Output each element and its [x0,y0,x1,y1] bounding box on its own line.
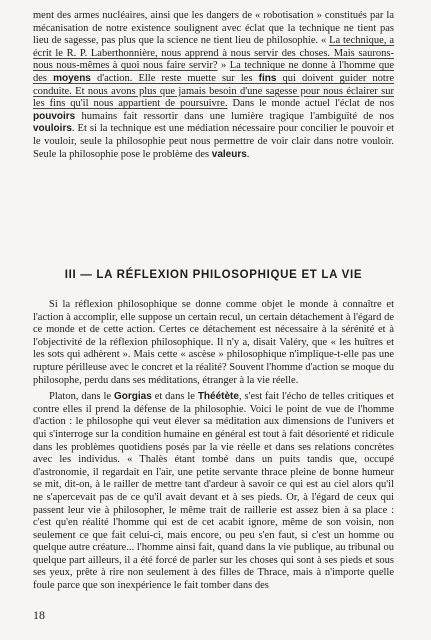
text-run: d'action. Elle reste muette sur les [90,72,259,84]
emphasis-valeurs: valeurs [211,148,247,160]
page-number: 18 [33,608,45,622]
emphasis-pouvoirs: pouvoirs [33,110,76,122]
text-run: humains fait ressortir dans une lumière tragique l'ambiguïté de nos [75,110,394,122]
emphasis-vouloirs: vouloirs [33,123,72,135]
text-run: Dans le monde actuel l'éclat de nos [227,98,395,110]
text-run: La technique ne donne à l'homme que des [33,60,395,84]
text-run: . Et si la technique est une médiation nécessaire pour concilier le pouvoir et le vouloir, seule la philosophie peut nous permettre de voir clair dans notre vouloir. Seule la philosophie pose le problème des [33,123,394,160]
paragraph-reflexion: Si la réflexion philosophique se donne comme objet le monde à connaître et l'action à accomplir, elle suppose un certain recul, un certain détachement à l'égard de ce monde et de cette action. Certes ce détachement est nécessaire à la sérénité et à l'objectivité de la réflexion philosophique. Il n'y a, disait Valéry, que « les huîtres et les sots qui adhèrent ». Mais cette « ascèse » philosophique n'implique-t-elle pas une rupture périlleuse avec le concret et la réalité? Souvent l'homme d'action se moque du philosophe, perdu dans ses méditations, étranger à la vie réelle. [33,299,394,386]
text-run: ment des armes nucléaires, ainsi que les dangers de « robotisation » constitués par la mécanisation de notre existence soulignent avec éclat que la technique ne tient pas lieu de sagesse, pas plus que la science ne tient lieu de philosophie. « [33,10,394,47]
emphasis-moyens: moyens [53,72,91,84]
text-run: qui doivent guider notre conduite. Et nous avons plus que jamais besoin d'une sagesse pour nous éclairer sur les fins qu'il nous appartient de poursuivre. [33,72,394,110]
text-run: , s'est fait l'écho de telles critiques et contre elles il prend la défense de la philosophie. Voici le point de vue de l'homme d'action : le philosophe qui veut élever sa méditation aux dimensions de l'univers et qui s'interroge sur la condition humaine en général est tout à fait désorienté et ridicule dans les problèmes quotidiens posés par la vie réelle et dans ses relations concrètes avec les individus. « Thalès étant tombé dans un puits tandis que, occupé d'astronomie, il regardait en l'air, une petite servante thrace pleine de bonne humeur se mit, dit-on, à le railler de mettre tant d'ardeur à savoir ce qui est au ciel alors qu'il ne s'apercevait pas de ce qu'il avait devant et à ses pieds. Or, à l'égard de ceux qui passent leur vie à philosopher, le même trait de raillerie est assez bien à sa place : c'est qu'en réalité l'homme qui est de cet acabit ignore, même de son voisin, non seulement ce que fait celui-ci, mais encore, ou peu s'en faut, si c'est un homme ou quelque autre créature... l'homme ainsi fait, quand dans la vie publique, au tribunal ou quelque part ailleurs, il a été forcé de parler sur les choses qui sont à ses pieds et sous ses yeux, prête à rire non seulement à des filles de Thrace, mais à n'importe quelle foule parce que son inexpérience le fait tomber dans des [33,391,394,592]
paragraph-technique [33,10,394,161]
paragraph-platon [33,391,394,593]
underlined-quote: La technique, a écrit le R. P. Laberthonnière, nous apprend à nous servir des choses. Mais saurons-nous nous-mêmes à quoi nous faire servir? [33,35,394,72]
emphasis-fins: fins [258,72,277,84]
text-run: et dans le [151,391,198,403]
text-run: . [246,148,250,160]
top-text-block [33,10,394,161]
emphasis-gorgias: Gorgias [114,391,152,403]
section-heading: III — LA RÉFLEXION PHILOSOPHIQUE ET LA VIE [64,269,363,281]
text-run: » [217,60,230,72]
section-body [33,299,394,593]
emphasis-theetete: Théétète [197,391,239,403]
text-run: Platon, dans le [49,391,114,403]
